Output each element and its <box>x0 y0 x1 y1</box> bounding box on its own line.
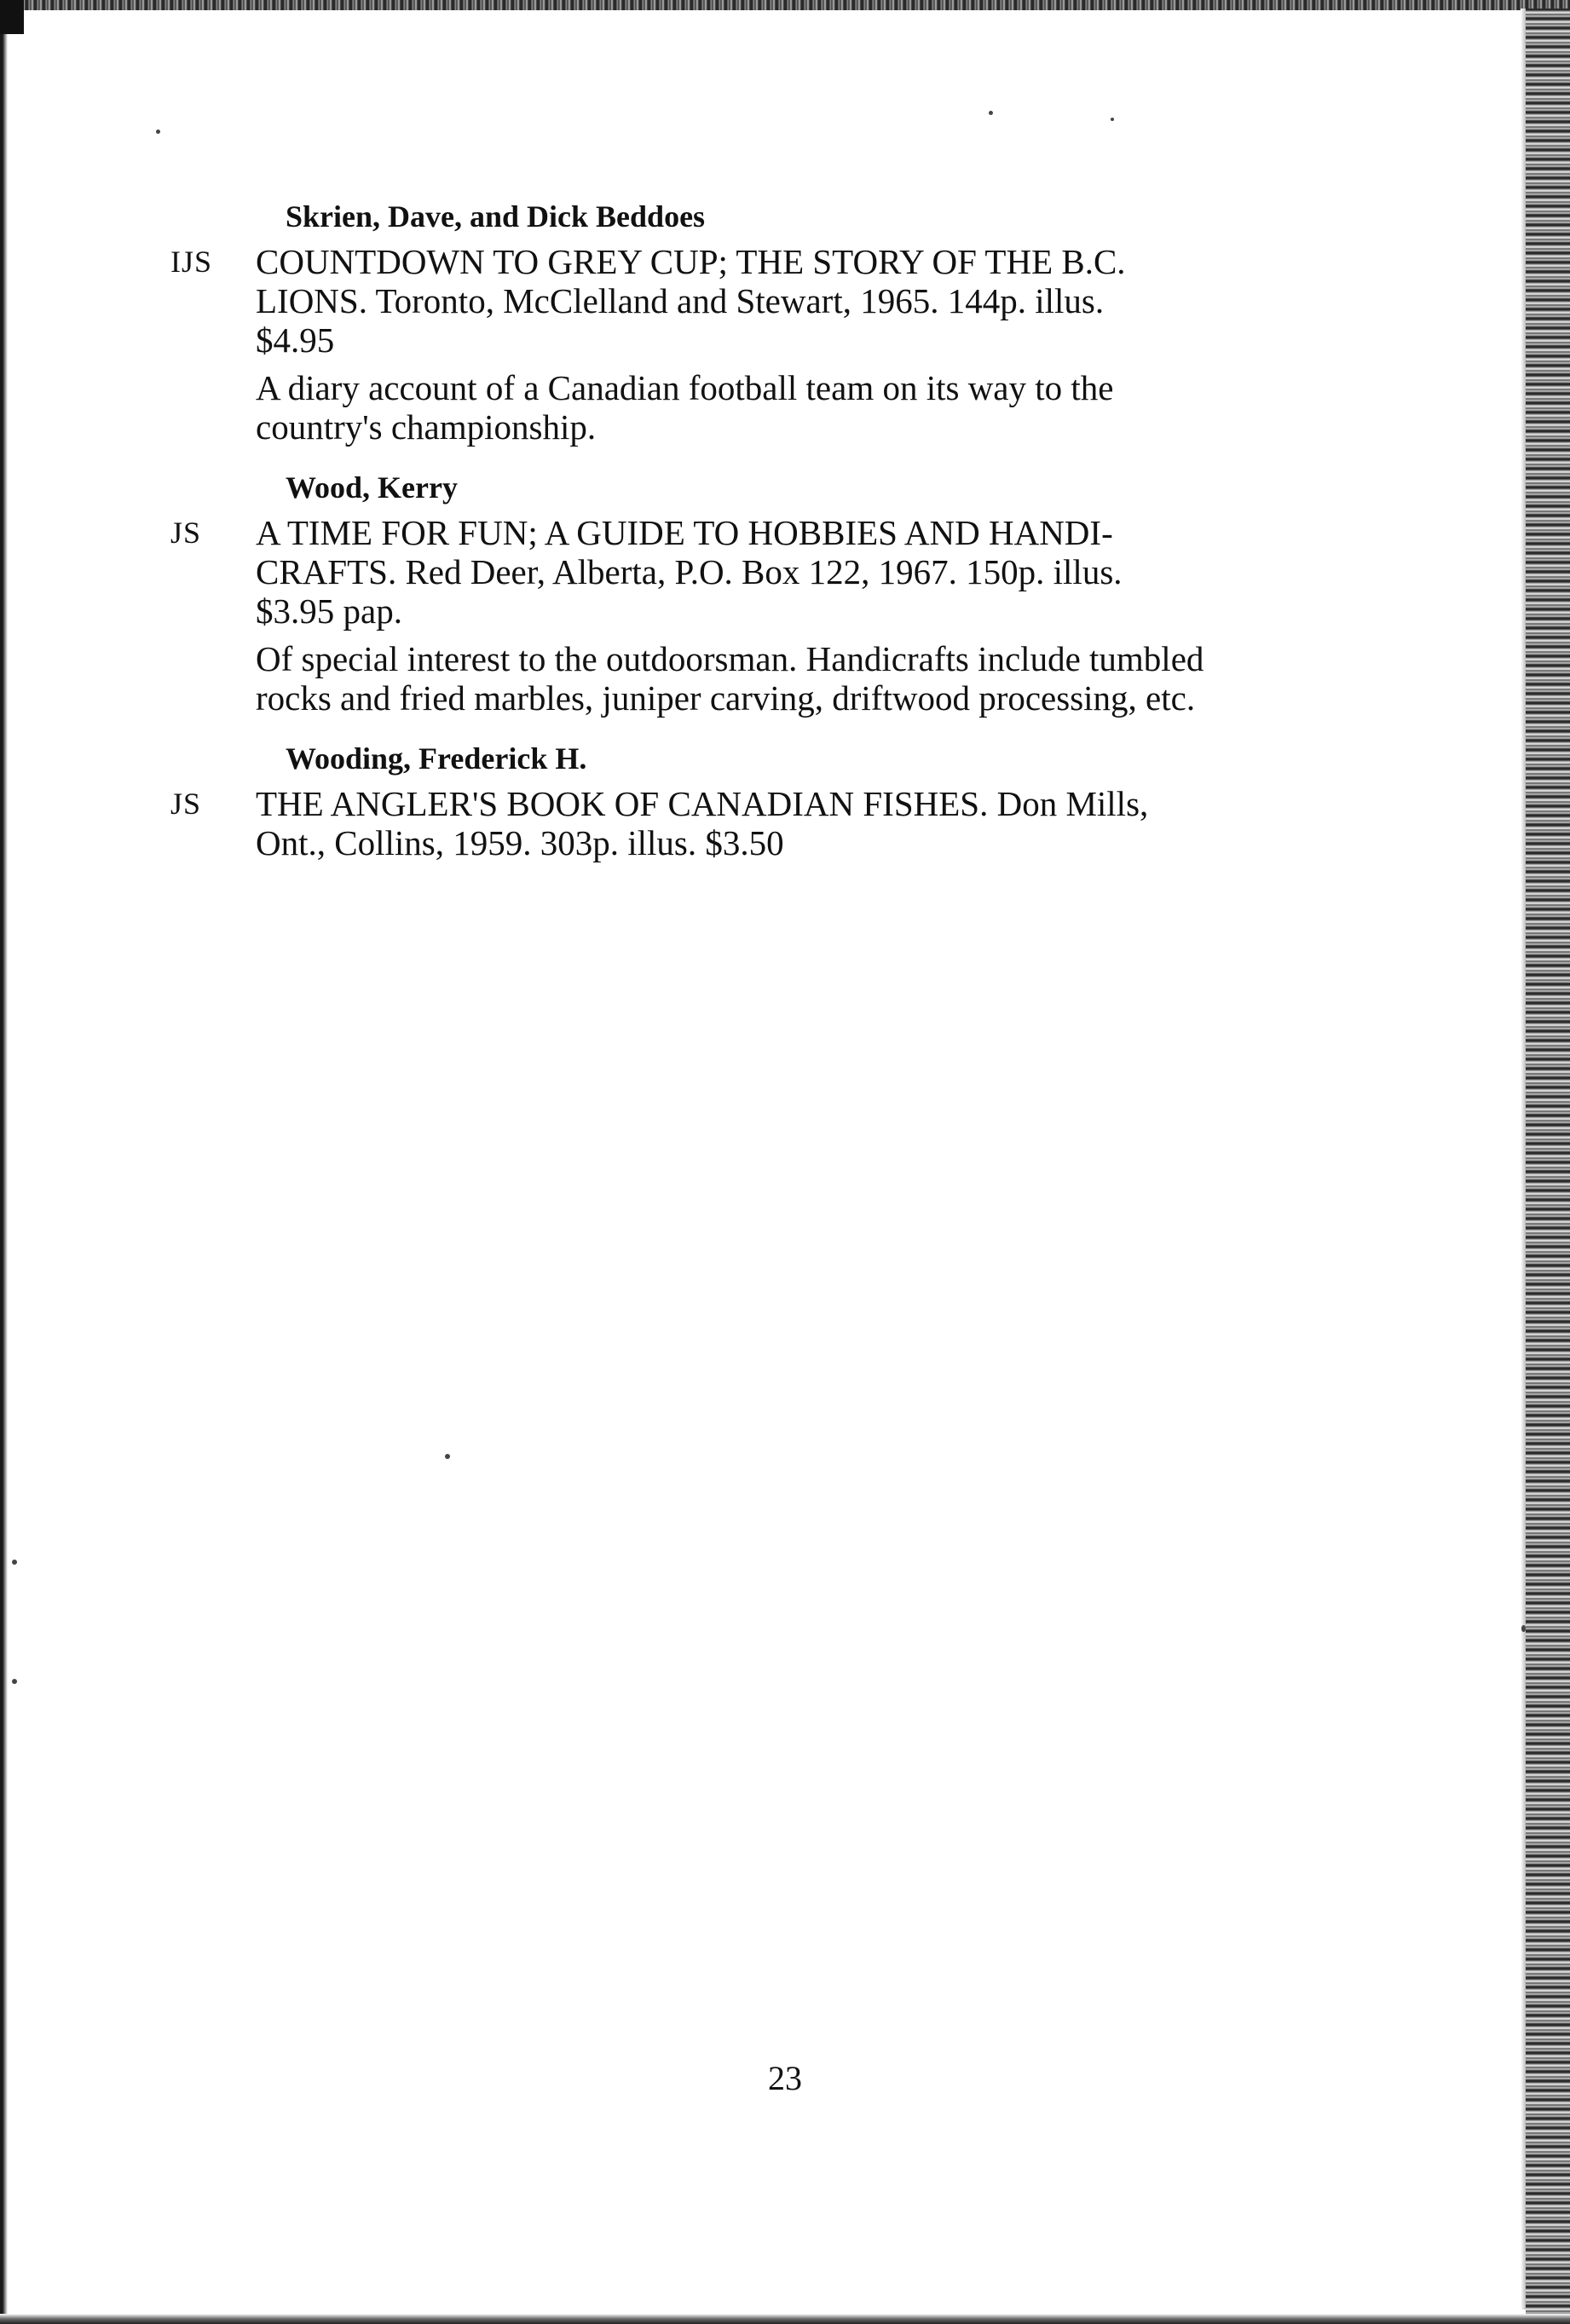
entry-grade-level: JS <box>170 787 202 821</box>
bibliography-entries <box>170 198 1313 885</box>
bibliography-entry <box>170 740 1313 862</box>
entry-grade-level: JS <box>170 516 202 550</box>
entry-citation: A TIME FOR FUN; A GUIDE TO HOBBIES AND HANDI- CRAFTS. Red Deer, Alberta, P.O. Box 122, 1967. 150p. illus. $3.95 pap. <box>256 513 1123 631</box>
entry-grade-level: IJS <box>170 245 213 279</box>
scan-speck <box>989 111 993 115</box>
scan-edge-bottom <box>0 2314 1570 2324</box>
entry-annotation: A diary account of a Canadian football team on its way to the country's championship. <box>256 368 1114 447</box>
entry-body <box>170 242 1313 447</box>
bibliography-entry <box>170 469 1313 718</box>
scan-speck <box>12 1679 17 1684</box>
scan-speck <box>1111 118 1114 121</box>
bibliography-entry <box>170 198 1313 447</box>
scan-edge-left <box>0 0 12 2324</box>
scan-speck <box>156 130 160 134</box>
page-number: 23 <box>768 2059 802 2097</box>
entry-citation: THE ANGLER'S BOOK OF CANADIAN FISHES. Don Mills, Ont., Collins, 1959. 303p. illus. $3.50 <box>256 784 1149 862</box>
scan-edge-right <box>1526 9 1570 2324</box>
scan-speck <box>12 1560 17 1565</box>
entry-author: Wood, Kerry <box>286 470 458 505</box>
entry-author: Wooding, Frederick H. <box>286 741 587 776</box>
scan-speck <box>445 1454 450 1459</box>
entry-annotation: Of special interest to the outdoorsman. Handicrafts include tumbled rocks and fried marbles, juniper carving, driftwood processing, etc. <box>256 639 1204 718</box>
scan-edge-top <box>0 0 1570 10</box>
scan-edge-corner <box>0 0 24 34</box>
entry-citation: COUNTDOWN TO GREY CUP; THE STORY OF THE B.C. LIONS. Toronto, McClelland and Stewart, 1965. 144p. illus. $4.95 <box>256 242 1126 360</box>
entry-body <box>170 513 1313 718</box>
entry-author: Skrien, Dave, and Dick Beddoes <box>286 199 706 234</box>
entry-body <box>170 784 1313 862</box>
scan-speck <box>1521 1625 1526 1632</box>
